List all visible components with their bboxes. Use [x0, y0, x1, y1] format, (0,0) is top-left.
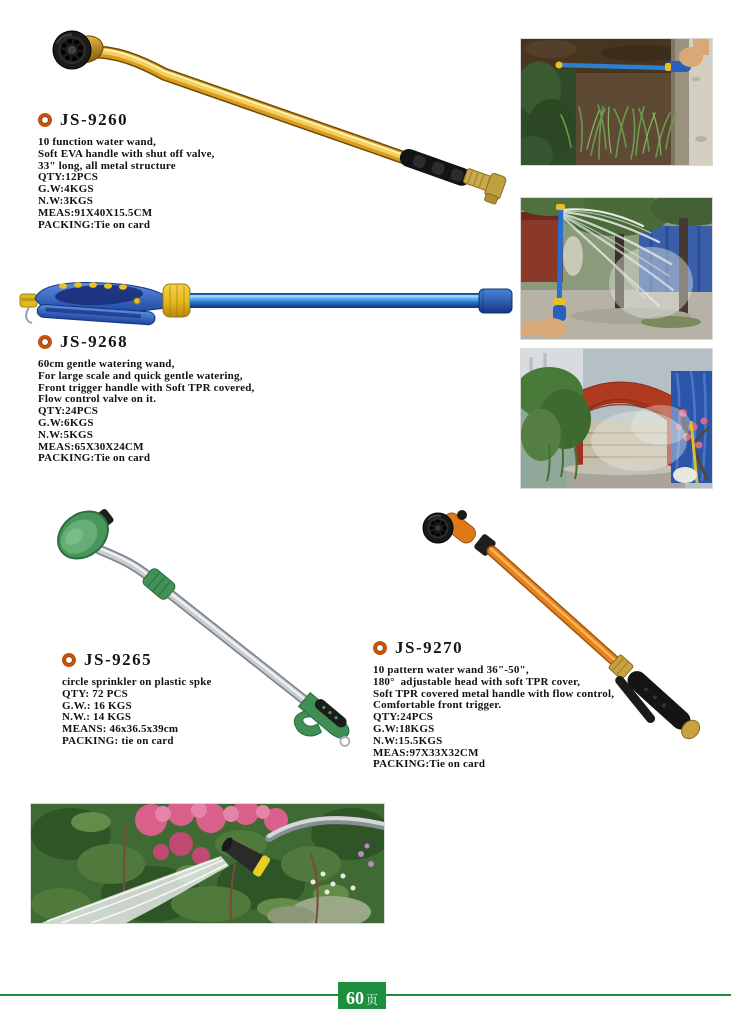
product-block-js-9260: [38, 110, 318, 231]
desc-line: Soft TPR covered metal handle with flow control,: [373, 687, 615, 700]
desc-line: Flow control valve on it.: [38, 393, 157, 406]
desc-line: N.W:3KGS: [38, 194, 94, 207]
desc-line: G.W:6KGS: [38, 416, 94, 429]
desc-line: 33" long, all metal structure: [38, 159, 176, 172]
desc-line: For large scale and quick gentle watering,: [38, 369, 243, 382]
bullet-icon: [38, 335, 52, 349]
desc-line: QTY:12PCS: [38, 171, 99, 184]
desc-line: MEANS: 46x36.5x39cm: [62, 723, 179, 736]
desc-line: G.W:4KGS: [38, 183, 94, 196]
desc-line: PACKING:Tie on card: [38, 452, 151, 465]
desc-line: 10 function water wand,: [38, 136, 157, 148]
product-description: [62, 677, 302, 748]
desc-line: QTY:24PCS: [373, 711, 434, 724]
product-block-js-9270: [373, 638, 693, 771]
product-description: [38, 359, 338, 465]
desc-line: N.W:5KGS: [38, 428, 94, 441]
product-description: [373, 665, 693, 771]
desc-line: 10 pattern water wand 36"-50",: [373, 664, 529, 676]
bullet-icon: [38, 113, 52, 127]
desc-line: Soft EVA handle with shut off valve,: [38, 147, 215, 160]
desc-line: G.W.: 16 KGS: [62, 699, 132, 712]
desc-line: Front trigger handle with Soft TPR covered,: [38, 381, 255, 394]
desc-line: MEAS:65X30X24CM: [38, 440, 144, 453]
product-code: JS-9268: [60, 332, 129, 351]
bullet-icon: [373, 641, 387, 655]
desc-line: G.W:18KGS: [373, 722, 435, 735]
product-image-js-9268: [15, 272, 515, 330]
desc-line: 180° adjustable head with soft TPR cover,: [373, 675, 581, 688]
page-number-suffix: 页: [365, 993, 378, 1007]
desc-line: Comfortable front trigger.: [373, 699, 502, 712]
product-block-js-9268: [38, 332, 338, 465]
photo-wand-in-garden: [520, 38, 713, 166]
desc-line: PACKING:Tie on card: [373, 758, 486, 771]
desc-line: PACKING: tie on card: [62, 734, 174, 747]
product-description: [38, 137, 318, 231]
desc-line: MEAS:91X40X15.5CM: [38, 206, 153, 219]
product-code: JS-9260: [60, 110, 129, 129]
photo-flower-spray: [30, 803, 385, 924]
page-number-badge: [338, 982, 386, 1009]
bullet-icon: [62, 653, 76, 667]
desc-line: MEAS:97X33X32CM: [373, 746, 479, 759]
desc-line: PACKING:Tie on card: [38, 218, 151, 231]
desc-line: N.W.: 14 KGS: [62, 711, 132, 724]
desc-line: circle sprinkler on plastic spke: [62, 676, 212, 688]
product-block-js-9265: [62, 650, 302, 748]
page-number: 60: [345, 988, 364, 1008]
desc-line: N.W:15.5KGS: [373, 734, 443, 747]
product-code: JS-9265: [84, 650, 153, 669]
desc-line: QTY:24PCS: [38, 405, 99, 418]
product-code: JS-9270: [395, 638, 464, 657]
photo-wand-spraying: [520, 197, 713, 340]
desc-line: QTY: 72 PCS: [62, 687, 128, 700]
desc-line: 60cm gentle watering wand,: [38, 358, 175, 370]
photo-pavilion-spray: [520, 348, 713, 489]
